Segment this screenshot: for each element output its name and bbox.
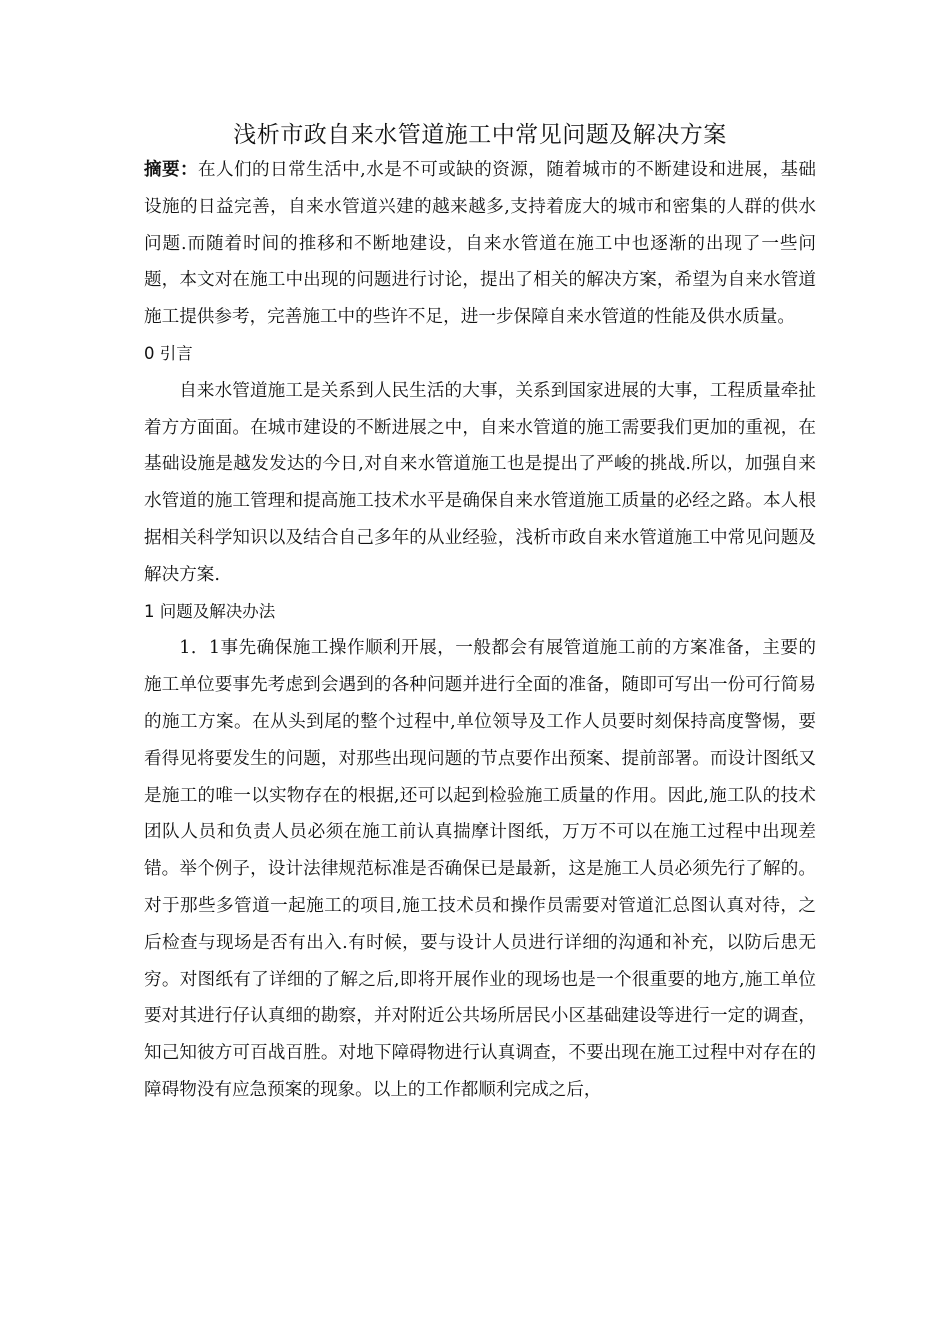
section-heading-problems-solutions: 1 问题及解决办法 — [144, 601, 276, 621]
problems-solutions-paragraph: 1．1事先确保施工操作顺利开展，一般都会有展管道施工前的方案准备，主要的施工单位要事先考虑到会遇到的各种问题并进行全面的准备，随即可写出一份可行简易的施工方案。在从头到尾的整个过程中,单位领导及工作人员要时刻保持高度警惕，要看得见将要发生的问题，对那些出现问题的节点要作出预案、提前部署。而设计图纸又是施工的唯一以实物存在的根据,还可以起到检验施工质量的作用。因此,施工队的技术团队人员和负责人员必须在施工前认真揣摩计图纸，万万不可以在施工过程中出现差错。举个例子，设计法律规范标准是否确保已是最新，这是施工人员必须先行了解的。对于那些多管道一起施工的项目,施工技术员和操作员需要对管道汇总图认真对待，之后检查与现场是否有出入.有时候，要与设计人员进行详细的沟通和补充，以防后患无穷。对图纸有了详细的了解之后,即将开展作业的现场也是一个很重要的地方,施工单位要对其进行仔认真细的勘察，并对附近公共场所居民小区基础建设等进行一定的调查，知己知彼方可百战百胜。对地下障碍物进行认真调查，不要出现在施工过程中对存在的障碍物没有应急预案的现象。以上的工作都顺利完成之后， — [144, 638, 816, 1100]
introduction-paragraph: 自来水管道施工是关系到人民生活的大事，关系到国家进展的大事，工程质量牵扯着方方面面。在城市建设的不断进展之中，自来水管道的施工需要我们更加的重视，在基础设施是越发发达的今日,对自来水管道施工也是提出了严峻的挑战.所以，加强自来水管道的施工管理和提高施工技术水平是确保自来水管道施工质量的必经之路。本人根据相关科学知识以及结合自己多年的从业经验，浅析市政自来水管道施工中常见问题及解决方案. — [144, 380, 816, 585]
document-page — [144, 118, 816, 1109]
abstract-label: 摘要： — [144, 160, 199, 180]
document-title: 浅析市政自来水管道施工中常见问题及解决方案 — [233, 122, 727, 148]
abstract-paragraph — [144, 152, 816, 336]
abstract-text: 在人们的日常生活中,水是不可或缺的资源，随着城市的不断建设和进展，基础设施的日益完善，自来水管道兴建的越来越多,支持着庞大的城市和密集的人群的供水问题.而随着时间的推移和不断地建设，自来水管道在施工中也逐渐的出现了一些问题，本文对在施工中出现的问题进行讨论，提出了相关的解决方案，希望为自来水管道施工提供参考，完善施工中的些许不足，进一步保障自来水管道的性能及供水质量。 — [144, 160, 816, 328]
section-heading-introduction: 0 引言 — [144, 343, 193, 363]
